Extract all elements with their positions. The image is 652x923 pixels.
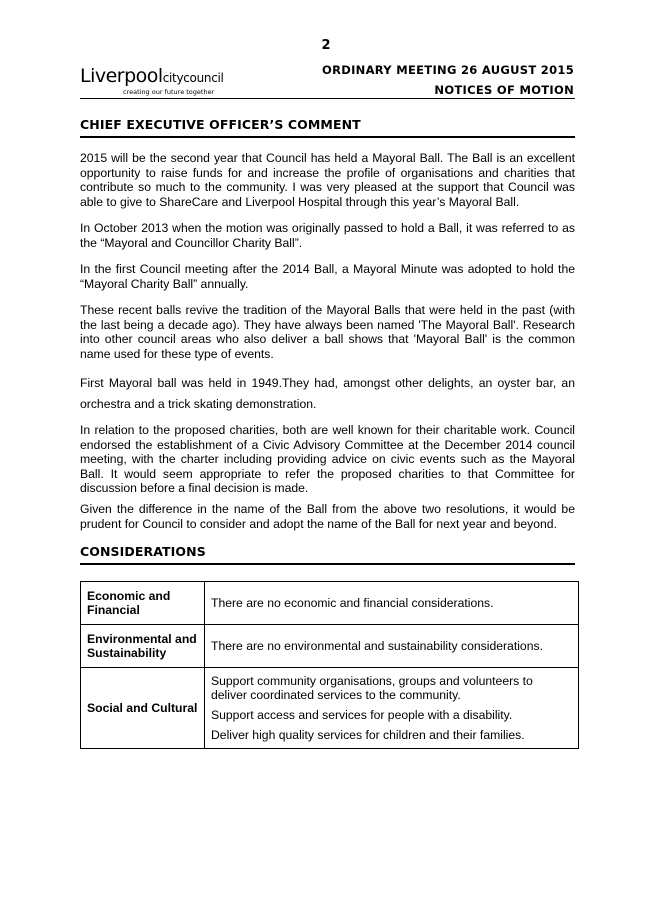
logo-wordmark bbox=[80, 66, 224, 88]
consideration-value-line: Deliver high quality services for children and their families. bbox=[211, 728, 525, 742]
consideration-label: Social and Cultural bbox=[81, 668, 205, 749]
ceo-comment-paragraph: In relation to the proposed charities, both are well known for their charitable work. Council endorsed the establishment of a Civic Advisory Committee at the December 2014 council meeting, with the charter including providing advice on civic events such as the Mayoral Ball. It would seem appropriate to refer the proposed charities to that Committee for discussion before a final decision is made. bbox=[80, 423, 575, 495]
table-row bbox=[81, 625, 579, 668]
table-row bbox=[81, 582, 579, 625]
section-title: NOTICES OF MOTION bbox=[434, 83, 574, 97]
logo-tagline: creating our future together bbox=[123, 88, 215, 96]
header-divider bbox=[80, 98, 575, 99]
consideration-label: Environmental and Sustainability bbox=[81, 625, 205, 668]
consideration-value bbox=[205, 582, 579, 625]
consideration-label: Economic and Financial bbox=[81, 582, 205, 625]
consideration-value-line: There are no economic and financial considerations. bbox=[211, 596, 494, 610]
page-number: 2 bbox=[321, 38, 331, 53]
consideration-value-line: Support access and services for people with a disability. bbox=[211, 708, 513, 722]
ceo-comment-paragraph: These recent balls revive the tradition of the Mayoral Balls that were held in the past (with the last being a decade ago). They have always been named 'The Mayoral Ball'. Research into other council areas who also deliver a ball shows that 'Mayoral Ball' is the common name used for these type of events. bbox=[80, 303, 575, 361]
considerations-heading: CONSIDERATIONS bbox=[80, 544, 575, 565]
consideration-value-line: There are no environmental and sustainability considerations. bbox=[211, 639, 543, 653]
table-row bbox=[81, 668, 579, 749]
ceo-comment-paragraph: First Mayoral ball was held in 1949.They had, amongst other delights, an oyster bar, an orchestra and a trick skating demonstration. bbox=[80, 376, 575, 411]
ceo-comment-heading: CHIEF EXECUTIVE OFFICER’S COMMENT bbox=[80, 117, 575, 138]
ceo-comment-paragraph: In October 2013 when the motion was originally passed to hold a Ball, it was referred to as the “Mayoral and Councillor Charity Ball”. bbox=[80, 221, 575, 250]
council-logo bbox=[80, 66, 224, 96]
logo-small-text: citycouncil bbox=[162, 71, 224, 85]
considerations-table bbox=[80, 581, 579, 749]
ceo-comment-paragraph: 2015 will be the second year that Council has held a Mayoral Ball. The Ball is an excellent opportunity to raise funds for and increase the profile of organisations and charities that contribute so much to the community. I was very pleased at the support that Council was able to give to ShareCare and Liverpool Hospital through this year’s Mayoral Ball. bbox=[80, 151, 575, 209]
consideration-value bbox=[205, 668, 579, 749]
ceo-comment-paragraph: In the first Council meeting after the 2014 Ball, a Mayoral Minute was adopted to hold the “Mayoral Charity Ball” annually. bbox=[80, 262, 575, 291]
logo-main-text: Liverpool bbox=[80, 65, 163, 87]
meeting-title: ORDINARY MEETING 26 AUGUST 2015 bbox=[322, 63, 574, 77]
consideration-value-line: Support community organisations, groups and volunteers to deliver coordinated services to the community. bbox=[211, 674, 533, 702]
consideration-value bbox=[205, 625, 579, 668]
ceo-comment-paragraph: Given the difference in the name of the Ball from the above two resolutions, it would be prudent for Council to consider and adopt the name of the Ball for next year and beyond. bbox=[80, 502, 575, 531]
